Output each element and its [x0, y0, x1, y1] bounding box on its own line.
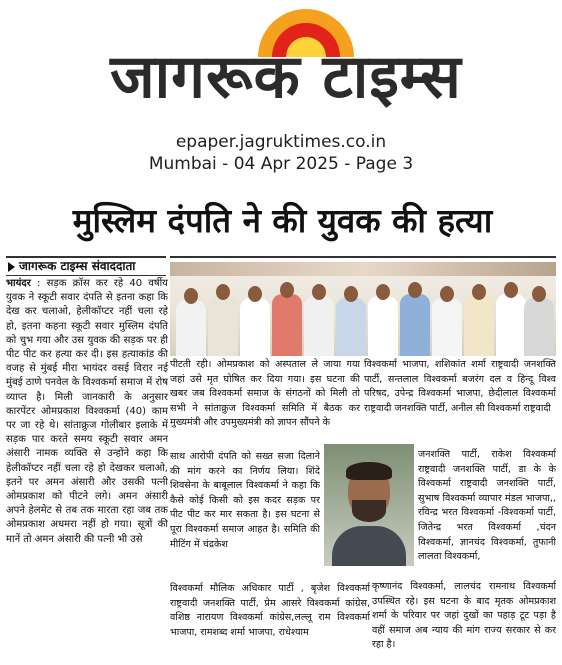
article-column-2-top: पीटती रही। ओमप्रकाश को अस्पताल ले जाया गया जहां उसे मृत घोषित कर दिया गया। इस घटना की खबर जब विश्वकर्मा समाज के संगठनों को मिली तो सभी ने सांताक्रुज विश्वकर्मा समिति में बैठक कर मुख्यमंत्री और उपमुख्यमंत्री को ज्ञापन सौंपने के — [170, 359, 360, 429]
newspaper-name: जागरूक टाइम्स — [110, 42, 462, 112]
divider — [170, 256, 556, 258]
byline-arrow-icon — [8, 262, 15, 272]
article-column-3-top: विश्वकर्मा भाजपा, शशिकांत शर्मा राष्ट्रवादी जनशक्ति पार्टी, सन्तलाल विश्वकर्मा बजरंग दल व हिन्दू विश्व परिषद, उपेन्द्र विश्वकर्मा भाजपा, छेदीलाल विश्वकर्मा राष्ट्रवादी जनशक्ति पार्टी, अनील सी विश्वकर्मा राष्ट्रवादी — [364, 359, 556, 414]
article-headline: मुस्लिम दंपति ने की युवक की हत्या — [72, 201, 493, 240]
article-column-3-mid: जनशक्ति पार्टी, राकेश विश्वकर्मा राष्ट्रवादी जनशक्ति पार्टी, डा के के विश्वकर्मा राष्ट्रवादी जनशक्ति पार्टी, सुभाष विश्वकर्मा व्यापार मंडल भाजपा,, रविन्द्र भरत विश्वकर्मा -विश्वकर्मा पार्टी, जितेन्द्र भरत विश्वकर्मा ,चंदन विश्वकर्मा, ज्ञानचंद विश्वकर्मा, तुफानी लालता विश्वकर्मा, — [418, 449, 556, 563]
edition-date-page: Mumbai - 04 Apr 2025 - Page 3 — [148, 154, 414, 174]
edition-info — [0, 132, 562, 174]
article-column-2-mid: साथ आरोपी दंपति को सख्त सजा दिलाने की मांग करने का निर्णय लिया। शिंदे शिवसेना के बाबूलाल विश्वकर्मा ने कहा कि कैसे कोई किसी को इस कदर सड़क पर पीट पीट कर मार सकता है। इस घटना से पूरा विश्वकर्मा समाज आहत है। समिति की मीटिंग में चंद्रकेश — [170, 451, 320, 550]
group-photo — [170, 262, 556, 356]
column-1-text: : सड़क क्रॉस कर रहे 40 वर्षीय युवक ने स्कूटी सवार दंपति से इतना कहा कि देख कर चलाओ, हेलीकॉप्टर नहीं चला रहे हो, इतना कहना स्कूटी सवार मुस्लिम दंपति को चुभ गया और उस युवक की सड़क पर ही पीट पीट कर हत्या कर दी। इस हत्याकांड की वजह से मुंबई मीरा भायंदर वसई विरार नई मुंबई ठाणे पनवेल के विश्वकर्मा समाज में रोष व्याप्त है। मिली जानकारी के अनुसार कारपेंटर ओमप्रकाश विश्वकर्मा (40) काम पर जा रहे थे। सांताक्रुज गोलीबार इलाके में सड़क पार करते समय स्कूटी सवार अमन अंसारी नामक व्यक्ति से उन्होंने कहा कि हेलीकॉप्टर नहीं चला रहे हो देखकर चलाओ, इतने पर अमन अंसारी और उसकी पत्नी ओमप्रकाश को पीटने लगे। अमन अंसारी अपने हेलमेट से तब तक मारता रहा जब तक ओमप्रकाश अधमरा नहीं हो गया। सूत्रों की मानें तो अमन अंसारी की पत्नी भी उसे — [6, 278, 168, 545]
byline — [6, 256, 166, 276]
byline-text: जागरूक टाइम्स संवाददाता — [19, 259, 136, 273]
masthead — [0, 0, 562, 120]
dateline: भायंदर — [6, 278, 31, 289]
victim-portrait-photo — [324, 444, 414, 566]
article-column-2-bottom: विश्वकर्मा मौलिक अधिकार पार्टी , बृजेश विश्वकर्मा राष्ट्रवादी जनशक्ति पार्टी, प्रेम आसरे विश्वकर्मा कांग्रेस, वशिष्ठ नारायण विश्वकर्मा कांग्रेस,लल्लू राम विश्वकर्मा भाजपा, रामशब्द शर्मा भाजपा, राधेश्याम — [170, 583, 370, 638]
article-column-1 — [6, 277, 168, 665]
photo-banner — [170, 262, 556, 276]
epaper-url[interactable]: epaper.jagruktimes.co.in — [175, 132, 387, 152]
article-column-3-bottom: कृष्णानंद विश्वकर्मा, लालचंद रामनाथ विश्वकर्मा उपस्थित रहे। इस घटना के बाद मृतक ओमप्रकाश शर्मा के परिवार पर जहां दुखों का पहाड़ टूट पड़ा है वहीं समाज अब न्याय की मांग राज्य सरकार से कर रहा है। — [372, 581, 556, 651]
